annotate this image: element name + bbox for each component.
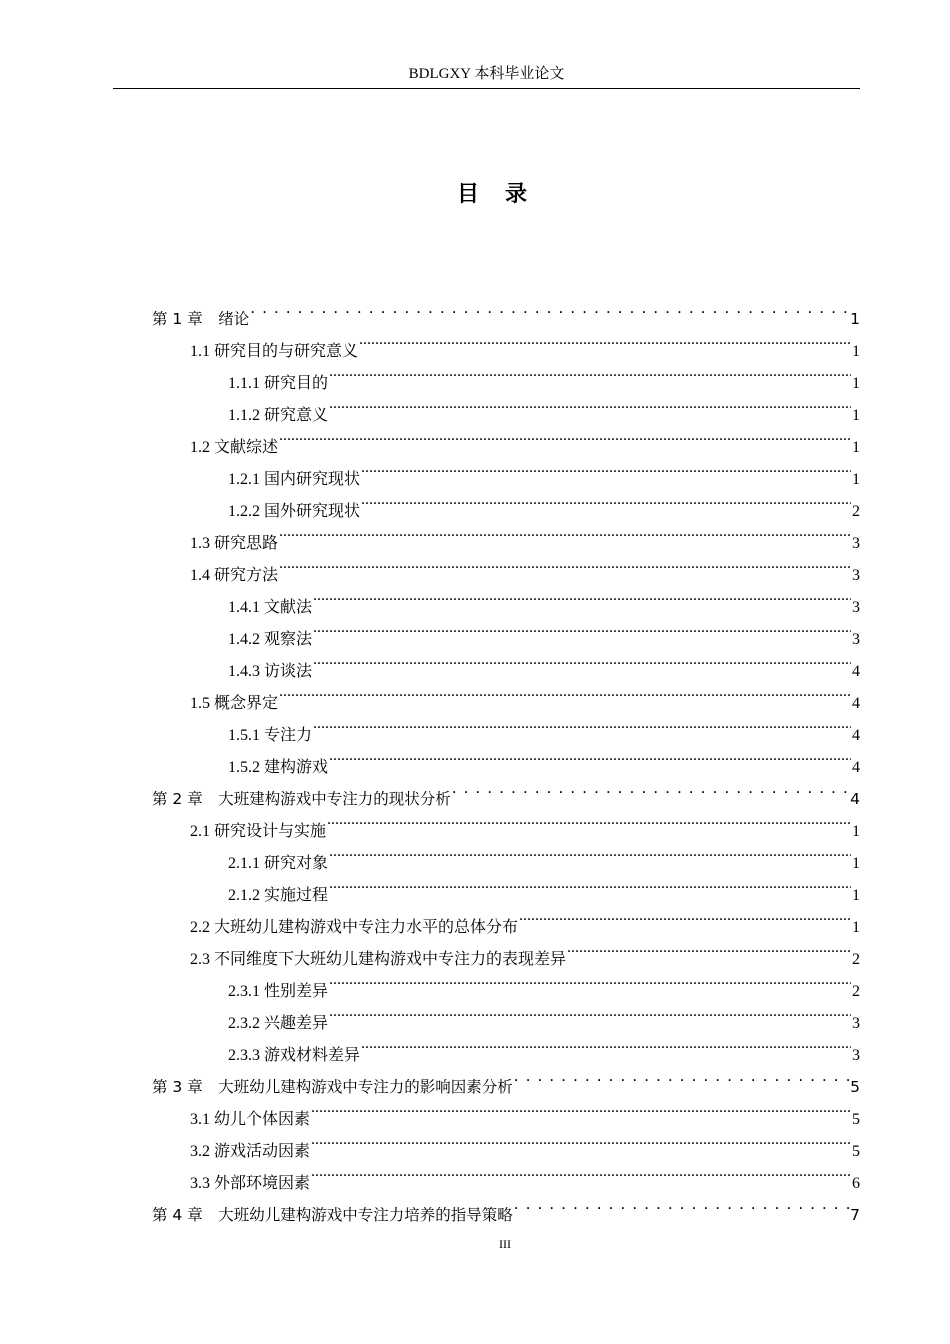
- toc-dot-leader: [279, 420, 851, 452]
- toc-dot-leader: [311, 1092, 851, 1124]
- toc-entry-page: 3: [852, 1047, 860, 1064]
- toc-entry-page: 5: [852, 1111, 860, 1128]
- table-of-contents: [152, 292, 860, 1224]
- toc-entry-label: 1.2.2 国外研究现状: [228, 503, 361, 520]
- toc-dot-leader: [361, 452, 851, 484]
- toc-dot-leader: [361, 1028, 851, 1060]
- toc-dot-leader: [329, 356, 851, 388]
- toc-dot-leader: [279, 676, 851, 708]
- toc-entry-label: 3.1 幼儿个体因素: [190, 1111, 311, 1128]
- toc-title: 目录: [456, 182, 553, 207]
- toc-entry-label: 1.4 研究方法: [190, 567, 279, 584]
- toc-entry-label: 2.3.2 兴趣差异: [228, 1015, 329, 1032]
- toc-entry-page: 1: [852, 855, 860, 872]
- toc-entry-label: 第 3 章 大班幼儿建构游戏中专注力的影响因素分析: [152, 1078, 513, 1096]
- toc-entry-label: 3.3 外部环境因素: [190, 1175, 311, 1192]
- toc-dot-leader: [329, 740, 851, 772]
- toc-entry-page: 1: [852, 471, 860, 488]
- toc-entry-page: 3: [852, 599, 860, 616]
- toc-entry-page: 1: [852, 439, 860, 456]
- toc-entry-page: 1: [852, 375, 860, 392]
- toc-dot-leader: [567, 932, 851, 964]
- page-footer: [0, 1236, 950, 1252]
- toc-entry-label: 第 4 章 大班幼儿建构游戏中专注力培养的指导策略: [152, 1206, 513, 1224]
- toc-entry-label: 1.5.2 建构游戏: [228, 759, 329, 776]
- toc-dot-leader: [519, 900, 851, 932]
- toc-entry-page: 2: [852, 983, 860, 1000]
- toc-dot-leader: [329, 996, 851, 1028]
- toc-entry-page: 6: [852, 1175, 860, 1192]
- toc-dot-leader: [452, 772, 849, 804]
- toc-entry-label: 1.1 研究目的与研究意义: [190, 343, 359, 360]
- toc-dot-leader: [313, 708, 851, 740]
- toc-entry-label: 第 1 章 绪论: [152, 310, 250, 328]
- toc-entry-page: 1: [852, 407, 860, 424]
- toc-entry-page: 1: [852, 343, 860, 360]
- toc-entry-page: 1: [850, 310, 860, 328]
- toc-entry-label: 1.1.2 研究意义: [228, 407, 329, 424]
- toc-dot-leader: [311, 1124, 851, 1156]
- toc-entry-label: 2.1 研究设计与实施: [190, 823, 327, 840]
- toc-entry-label: 2.3 不同维度下大班幼儿建构游戏中专注力的表现差异: [190, 951, 567, 968]
- toc-entry-label: 1.5.1 专注力: [228, 727, 313, 744]
- toc-entry-label: 1.4.3 访谈法: [228, 663, 313, 680]
- toc-entry-label: 3.2 游戏活动因素: [190, 1143, 311, 1160]
- toc-entry-page: 5: [852, 1143, 860, 1160]
- toc-entry-label: 1.2 文献综述: [190, 439, 279, 456]
- page-number: III: [499, 1237, 511, 1251]
- toc-entry-page: 1: [852, 919, 860, 936]
- toc-entry-label: 2.1.2 实施过程: [228, 887, 329, 904]
- toc-entry-label: 1.1.1 研究目的: [228, 375, 329, 392]
- toc-entry-label: 1.4.2 观察法: [228, 631, 313, 648]
- toc-dot-leader: [313, 612, 851, 644]
- toc-entry-page: 4: [852, 695, 860, 712]
- toc-entry-page: 4: [852, 727, 860, 744]
- toc-dot-leader: [359, 324, 851, 356]
- toc-entry-page: 1: [852, 887, 860, 904]
- toc-dot-leader: [361, 484, 851, 516]
- toc-entry-page: 2: [852, 503, 860, 520]
- page-header: [113, 64, 860, 89]
- toc-entry-label: 2.2 大班幼儿建构游戏中专注力水平的总体分布: [190, 919, 519, 936]
- toc-dot-leader: [514, 1060, 849, 1092]
- toc-dot-leader: [313, 644, 851, 676]
- toc-entry[interactable]: [152, 324, 860, 360]
- toc-dot-leader: [329, 836, 851, 868]
- toc-entry-label: 第 2 章 大班建构游戏中专注力的现状分析: [152, 790, 451, 808]
- toc-entry-label: 2.3.3 游戏材料差异: [228, 1047, 361, 1064]
- toc-entry-label: 1.2.1 国内研究现状: [228, 471, 361, 488]
- toc-entry-page: 7: [850, 1206, 860, 1224]
- toc-dot-leader: [329, 388, 851, 420]
- toc-dot-leader: [329, 964, 851, 996]
- toc-dot-leader: [313, 580, 851, 612]
- toc-dot-leader: [279, 516, 851, 548]
- toc-entry-label: 2.1.1 研究对象: [228, 855, 329, 872]
- toc-dot-leader: [279, 548, 851, 580]
- toc-entry-label: 1.5 概念界定: [190, 695, 279, 712]
- header-text: BDLGXY 本科毕业论文: [408, 66, 565, 82]
- toc-entry-label: 1.3 研究思路: [190, 535, 279, 552]
- toc-dot-leader: [329, 868, 851, 900]
- toc-entry-page: 1: [852, 823, 860, 840]
- toc-dot-leader: [514, 1188, 849, 1220]
- toc-dot-leader: [327, 804, 851, 836]
- toc-entry-page: 4: [852, 663, 860, 680]
- toc-entry-label: 1.4.1 文献法: [228, 599, 313, 616]
- toc-entry-page: 3: [852, 535, 860, 552]
- toc-entry-page: 4: [852, 759, 860, 776]
- toc-entry-page: 3: [852, 1015, 860, 1032]
- toc-dot-leader: [250, 292, 849, 324]
- toc-entry-page: 3: [852, 567, 860, 584]
- toc-entry-page: 5: [850, 1078, 860, 1096]
- toc-entry-page: 3: [852, 631, 860, 648]
- toc-dot-leader: [311, 1156, 851, 1188]
- toc-entry-page: 4: [850, 790, 860, 808]
- toc-entry[interactable]: [152, 292, 860, 328]
- toc-entry-page: 2: [852, 951, 860, 968]
- toc-entry-label: 2.3.1 性别差异: [228, 983, 329, 1000]
